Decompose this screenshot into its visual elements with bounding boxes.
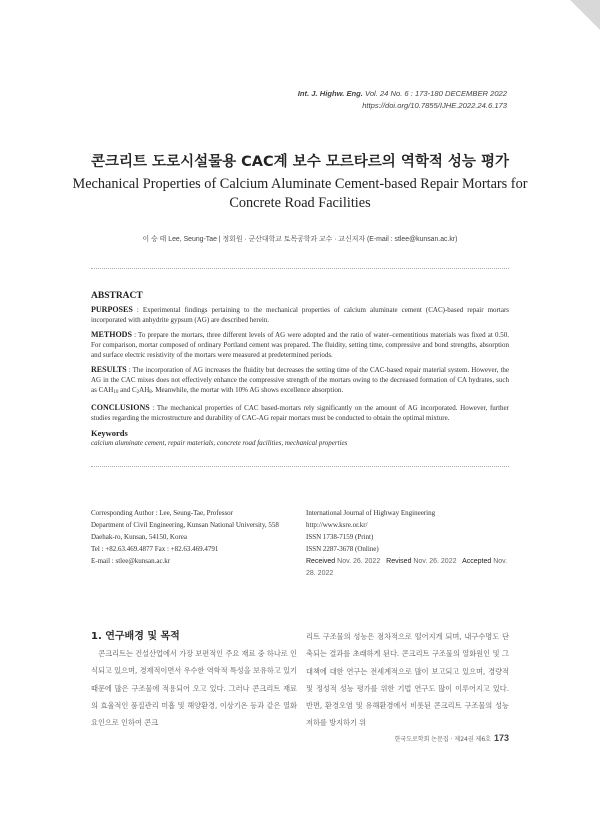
purposes-label: PURPOSES — [91, 305, 133, 314]
paper-title-english — [0, 175, 600, 213]
results-text-a: : The incorporation of AG increases the fluidity but decreases the setting time of the CAC-based repair material system. However, the AG in the CAC mixes does not effectively enhance the compressive strength of the mortars owing to the decreased formation of CA hydrates, such as CAH — [91, 366, 509, 394]
abstract-purposes — [91, 305, 509, 325]
corr-line: Corresponding Author : Lee, Seung-Tae, Professor — [91, 509, 234, 517]
corr-line: Department of Civil Engineering, Kunsan National University, 558 — [91, 520, 279, 529]
journal-abbrev: Int. J. Highw. Eng. — [297, 89, 363, 98]
abstract-conclusions — [91, 403, 509, 423]
doi-link[interactable]: https://doi.org/10.7855/IJHE.2022.24.6.173 — [362, 101, 507, 110]
results-text-b: and C — [118, 386, 137, 394]
journal-url[interactable]: http://www.ksre.or.kr/ — [306, 520, 368, 529]
abstract-methods — [91, 330, 509, 360]
body-paragraph-right: 리트 구조물의 성능은 점차적으로 떨어지게 되며, 내구수명도 단축되는 결과를 초래하게 된다. 콘크리트 구조물의 열화원인 및 그 대책에 대한 연구는 전세계적으로 많이 보고되고 있으며, 경량적 및 정성적 성능 평가를 위한 기법 연구도 많이 이루어지고 있다. 반면, 환경오염 및 유해환경에서 비롯된 콘크리트 구조물의 성능저하를 방지하기 위 — [306, 632, 509, 728]
journal-name: International Journal of Highway Engineering — [306, 509, 436, 517]
section-title: 1. 연구배경 및 목적 — [91, 631, 180, 642]
page-corner-tab — [570, 0, 600, 30]
keywords-heading: Keywords — [91, 428, 128, 438]
divider-top — [91, 268, 509, 269]
paper-title-korean: 콘크리트 도로시설물용 CAC계 보수 모르타르의 역학적 성능 평가 — [90, 154, 509, 170]
body-column-left — [91, 645, 297, 731]
journal-info-block — [306, 508, 516, 579]
corr-line: Daehak-ro, Kunsan, 54150, Korea — [91, 532, 188, 541]
received-date: Nov. 26. 2022 — [337, 557, 381, 565]
title-en-line1: Mechanical Properties of Calcium Aluminate Cement-based Repair Mortars for — [72, 176, 528, 192]
issn-print: ISSN 1738-7159 (Print) — [306, 532, 374, 541]
results-text-c: AH — [139, 386, 150, 394]
results-text-d: . Meanwhile, the mortar with 10% AG shows excellence absorption. — [151, 386, 344, 394]
corr-line: Tel : +82.63.469.4877 Fax : +82.63.469.4791 — [91, 544, 219, 553]
body-column-right — [306, 628, 509, 732]
methods-text: : To prepare the mortars, three different levels of AG were adopted and the ratio of water–cementitious materials was fixed at 0.50. For comparison, mortar composed of ordinary Portland cement was prepared. The fluidity, setting time, compressive and bond strengths, absorption and surface electric resistivity of the mortars were measured at predetermined periods. — [91, 331, 509, 359]
abstract-section — [91, 291, 509, 448]
page-number: 173 — [493, 733, 509, 743]
results-sub2: 2 — [136, 390, 140, 395]
dates-line — [306, 556, 516, 580]
purposes-text: : Experimental findings pertaining to the mechanical properties of calcium aluminate cement (CAC)-based repair mortars incorporated with anhydrite gypsum (AG) are described herein. — [91, 306, 509, 324]
page-footer — [395, 733, 509, 743]
journal-header — [298, 88, 507, 112]
journal-volume: Vol. 24 No. 6 : 173-180 DECEMBER 2022 — [365, 89, 507, 98]
abstract-heading: ABSTRACT — [91, 291, 143, 301]
results-sub3: 8 — [149, 390, 152, 395]
divider-bottom — [91, 466, 509, 467]
results-sub1: 10 — [113, 390, 119, 395]
revised-label: Revised — [386, 557, 412, 565]
revised-date: Nov. 26. 2022 — [413, 557, 457, 565]
accepted-date: Nov. 28. 2022 — [306, 557, 508, 577]
footer-journal: 한국도로학회 논문집 · 제24권 제6호 — [394, 736, 491, 743]
body-paragraph-left: 콘크리트는 건설산업에서 가장 보편적인 주요 재료 중 하나로 인식되고 있으며, 경제적이면서 우수한 역학적 특성을 보유하고 있기 때문에 많은 구조물에 적용되어 오고 있다. 그러나 콘크리트 재료의 효율적인 품질관리 미흡 및 해양환경, 이상기온 등과 같은 열화요인으로 인하여 콘크 — [91, 649, 297, 728]
methods-label: METHODS — [91, 330, 132, 339]
title-en-line2: Concrete Road Facilities — [229, 195, 371, 211]
abstract-results — [91, 365, 509, 398]
corr-email[interactable]: E-mail : stlee@kunsan.ac.kr — [91, 556, 171, 565]
keywords-list: calcium aluminate cement, repair materials, concrete road facilities, mechanical properties — [91, 439, 348, 447]
conclusions-label: CONCLUSIONS — [91, 403, 150, 412]
author-info: 이 승 태 Lee, Seung-Tae | 정회원 · 군산대학교 토목공학과 교수 · 교신저자 (E-mail : stlee@kunsan.ac.kr) — [142, 236, 458, 243]
results-label: RESULTS — [91, 365, 127, 374]
corresponding-author-block — [91, 508, 311, 568]
received-label: Received — [306, 557, 336, 565]
accepted-label: Accepted — [462, 557, 492, 565]
issn-online: ISSN 2287-3678 (Online) — [306, 544, 379, 553]
conclusions-text: : The mechanical properties of CAC based-mortars rely significantly on the amount of AG incorporated. However, further studies regarding the microstructure and durability of CAC-AG repair mortars must be conducted to obtain the optimal mixture. — [91, 404, 509, 422]
